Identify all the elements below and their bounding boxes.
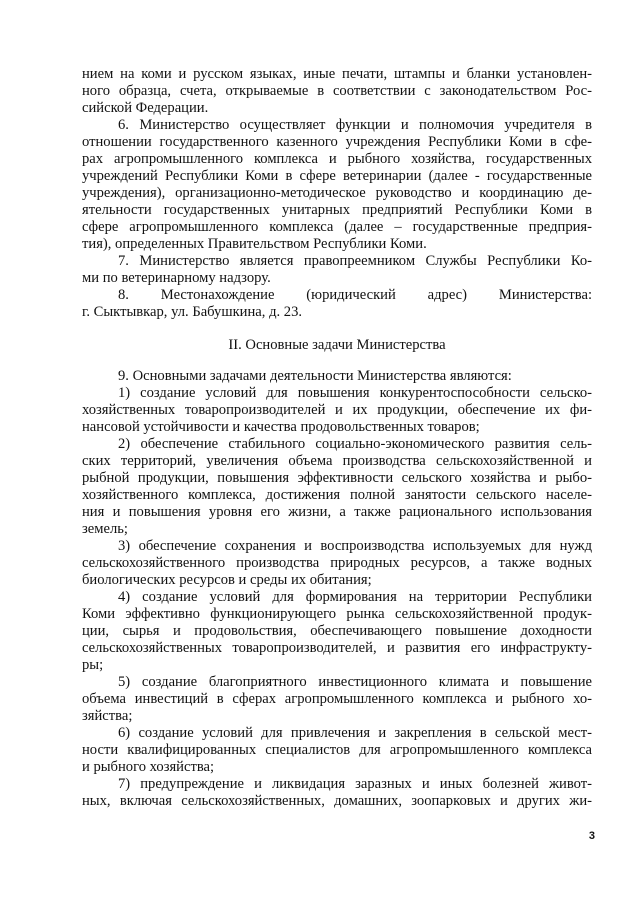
text-line: рах агропромышленного комплекса и рыбного хозяйства, государственных xyxy=(82,151,592,167)
text-line: сийской Федерации. xyxy=(82,100,209,116)
text-line: Коми эффективно функционирующего рынка сельскохозяйственной продук- xyxy=(82,606,592,622)
text-line: зяйства; xyxy=(82,708,133,724)
text-line: 8. Местонахождение (юридический адрес) Министерства: xyxy=(118,287,592,303)
text-line: нансовой устойчивости и качества продовольственных товаров; xyxy=(82,419,480,435)
text-line: хозяйственного комплекса, достижения полной занятости сельского населе- xyxy=(82,487,592,503)
text-line: учреждений Республики Коми в сфере ветеринарии (далее - государственные xyxy=(82,168,592,184)
text-line: ятельности государственных унитарных предприятий Республики Коми в xyxy=(82,202,592,218)
text-line: 3) обеспечение сохранения и воспроизводства используемых для нужд xyxy=(118,538,592,554)
text-line: ры; xyxy=(82,657,104,673)
text-line: хозяйственных товаропроизводителей и их продукции, обеспечение их фи- xyxy=(82,402,592,418)
text-line: биологических ресурсов и среды их обитания; xyxy=(82,572,372,588)
text-line: тия), определенных Правительством Республики Коми. xyxy=(82,236,427,252)
text-line: ного образца, счета, открываемые в соответствии с законодательством Рос- xyxy=(82,83,592,99)
text-line: 7) предупреждение и ликвидация заразных и иных болезней живот- xyxy=(118,776,592,792)
text-line: II. Основные задачи Министерства xyxy=(228,337,446,353)
text-line: сельскохозяйственного производства природных ресурсов, а также водных xyxy=(82,555,592,571)
text-line: ных, включая сельскохозяйственных, домашних, зоопарковых и других жи- xyxy=(82,793,592,809)
text-line: нием на коми и русском языках, иные печати, штампы и бланки установлен- xyxy=(82,66,592,82)
text-line: сельскохозяйственных товаропроизводителей, и развития его инфраструкту- xyxy=(82,640,592,656)
text-line: ских территорий, увеличения объема производства сельскохозяйственной и xyxy=(82,453,592,469)
text-line: ми по ветеринарному надзору. xyxy=(82,270,271,286)
text-line: ния и повышения уровня его жизни, а также рационального использования xyxy=(82,504,592,520)
text-line: 9. Основными задачами деятельности Министерства являются: xyxy=(118,368,512,384)
text-line: г. Сыктывкар, ул. Бабушкина, д. 23. xyxy=(82,304,303,320)
text-line: 6) создание условий для привлечения и закрепления в сельской мест- xyxy=(118,725,592,741)
text-line: 6. Министерство осуществляет функции и полномочия учредителя в xyxy=(118,117,592,133)
text-line: учреждения), организационно-методическое руководство и координацию де- xyxy=(82,185,592,201)
page-number: 3 xyxy=(588,830,595,842)
text-line: 1) создание условий для повышения конкурентоспособности сельско- xyxy=(118,385,592,401)
text-line: и рыбного хозяйства; xyxy=(82,759,215,775)
text-line: отношении государственного казенного учреждения Республики Коми в сфе- xyxy=(82,134,592,150)
text-line: рыбной продукции, повышения эффективности сельского хозяйства и рыбо- xyxy=(82,470,592,486)
text-line: ции, сырья и продовольствия, обеспечивающего повышение доходности xyxy=(82,623,592,639)
text-line: 5) создание благоприятного инвестиционного климата и повышение xyxy=(118,674,592,690)
text-line: земель; xyxy=(82,521,128,537)
text-line: 4) создание условий для формирования на территории Республики xyxy=(118,589,592,605)
text-line: 2) обеспечение стабильного социально-экономического развития сель- xyxy=(118,436,592,452)
text-line: сфере агропромышленного комплекса (далее – государственные предприя- xyxy=(82,219,592,235)
text-line: ности квалифицированных специалистов для агропромышленного комплекса xyxy=(82,742,592,758)
text-line: объема инвестиций в сферах агропромышленного комплекса и рыбного хо- xyxy=(82,691,592,707)
text-line: 7. Министерство является правопреемником Службы Республики Ко- xyxy=(118,253,592,269)
